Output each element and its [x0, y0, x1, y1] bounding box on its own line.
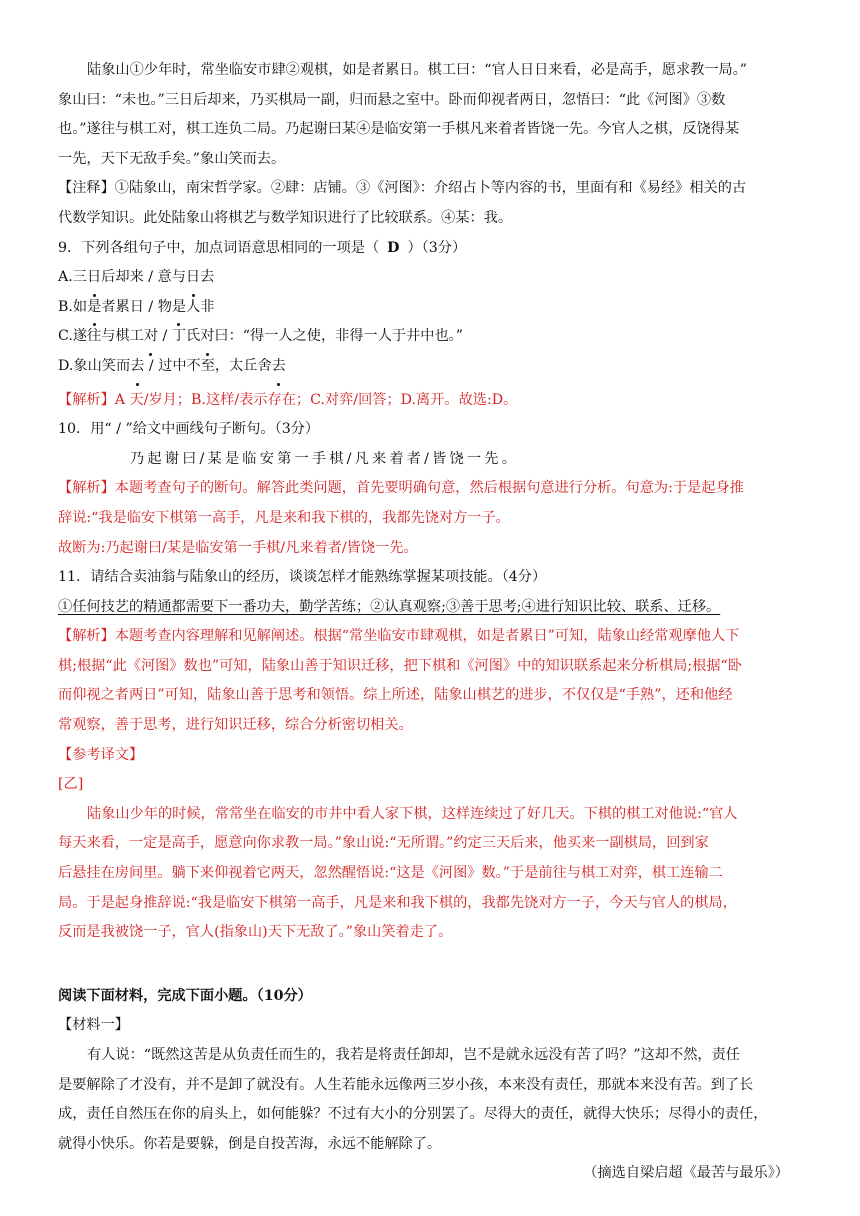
- material-one-line-3: 成，责任自然压在你的肩头上，如何能躲？不过有大小的分别罢了。尽得大的责任，就得大快乐；尽得小的责任，: [58, 1106, 768, 1123]
- notes-line-1: 【注释】①陆象山，南宋哲学家。②肆：店铺。③《河图》：介绍占卜等内容的书，里面有和《易经》相关的古: [58, 180, 747, 197]
- translation-line-1: 陆象山少年的时候，常常坐在临安的市井中看人家下棋，这样连续过了好几天。下棋的棋工对他说:“官人: [87, 805, 738, 822]
- question-11-analysis-3: 而仰视之者两日”可知，陆象山善于思考和领悟。综上所述，陆象山棋艺的进步，不仅仅是“手熟”，还和他经: [58, 687, 733, 704]
- option-d-text: D.象山笑而: [58, 357, 131, 374]
- reading-heading: 阅读下面材料，完成下面小题。（10分）: [58, 987, 312, 1004]
- question-9-stem: [58, 234, 803, 264]
- translation-line-4: 局。于是起身推辞说:“我是临安下棋第一高手，凡是来和我下棋的，我都先饶对方一子，今天与官人的棋局，: [58, 894, 737, 911]
- question-10-analysis-3: 故断为:乃起谢曰/某是临安第一手棋/凡来着者/皆饶一先。: [58, 539, 418, 556]
- question-9-stem-post: ）（3分）: [407, 239, 467, 256]
- passage-line-3: 也。”遂往与棋工对，棋工连负二局。乃起谢曰某④是临安第一手棋凡来着者皆饶一先。今官人之棋，反饶得某: [58, 121, 740, 138]
- question-9-answer: D: [387, 239, 400, 256]
- question-11-analysis-2: 棋;根据“此《河图》数也”可知，陆象山善于知识迁移，把下棋和《河图》中的知识联系起来分析棋局;根据“卧: [58, 657, 742, 674]
- option-b-text: 人非: [186, 298, 215, 315]
- question-9-option-c: [58, 322, 803, 352]
- option-d-text: / 过中不至，太丘舍: [144, 357, 272, 374]
- section-gap: [58, 948, 803, 982]
- option-a-text: 后却来 / 意与: [101, 269, 186, 286]
- question-10-stem: 10．用“ / ”给文中画线句子断句。（3分）: [58, 421, 320, 438]
- option-a-text: 去: [200, 269, 215, 286]
- option-a-text: A.三: [58, 269, 87, 286]
- translation-heading: 【参考译文】: [58, 746, 144, 763]
- option-c-text: / 丁氏: [158, 328, 201, 345]
- translation-line-2: 每天来看，一定是高手，愿意向你求教一局。”象山说:“无所谓。”约定三天后来，他买来一副棋局，回到家: [58, 835, 709, 852]
- option-c-text: C.遂往与棋工: [58, 328, 144, 345]
- translation-line-5: 反而是我被饶一子，官人(指象山)天下无敌了。”象山笑着走了。: [58, 924, 453, 941]
- material-one-line-4: 就得小快乐。你若是要躲，倒是自投苦海，永远不能解除了。: [58, 1135, 442, 1152]
- question-11-answer: ①任何技艺的精通都需要下一番功夫，勤学苦练；②认真观察;③善于思考;④进行知识比较、联系、迁移。: [58, 598, 721, 615]
- option-b-text: B.如: [58, 298, 88, 315]
- dotted-word: 去: [130, 352, 144, 382]
- passage-line-1: 陆象山①少年时，常坐临安市肆②观棋，如是者累日。棋工曰：“官人日日来看，必是高手，愿求教一局。”: [87, 62, 748, 78]
- question-10-analysis-2: 辞说:“我是临安下棋第一高手，凡是来和我下棋的，我都先饶对方一子。: [58, 509, 510, 526]
- dotted-word: 对: [200, 322, 214, 352]
- question-9-option-a: [58, 263, 803, 293]
- translation-subheading: [乙]: [58, 776, 84, 793]
- question-10-answer: 乃起谢曰/某是临安第一手棋/凡来着者/皆饶一先。: [130, 450, 520, 467]
- option-c-text: 曰：“得一人之使，非得一人于井中也。”: [214, 328, 464, 345]
- question-11-analysis-4: 常观察，善于思考，进行知识迁移，综合分析密切相关。: [58, 717, 413, 734]
- question-11-analysis-1: 【解析】本题考查内容理解和见解阐述。根据“常坐临安市肆观棋，如是者累日”可知，陆象山经常观摩他人下: [58, 628, 740, 645]
- notes-line-2: 代数学知识。此处陆象山将棋艺与数学知识进行了比较联系。④某：我。: [58, 209, 513, 226]
- dotted-word: 日: [186, 263, 200, 293]
- question-11-stem: 11．请结合卖油翁与陆象山的经历，谈谈怎样才能熟练掌握某项技能。（4分）: [58, 569, 547, 586]
- translation-line-3: 后悬挂在房间里。躺下来仰视着它两天，忽然醒悟说:“这是《河图》数。”于是前往与棋工对弈，棋工连输二: [58, 865, 723, 882]
- question-9-stem-pre: 9．下列各组句子中，加点词语意思相同的一项是（: [58, 239, 380, 256]
- question-10-analysis-1: 【解析】本题考查句子的断句。解答此类问题，首先要明确句意，然后根据句意进行分析。句意为:于是起身推: [58, 480, 744, 497]
- question-9-option-d: [58, 352, 803, 382]
- dotted-word: 去: [272, 352, 286, 382]
- passage-line-4: 一先，天下无敌手矣。”象山笑而去。: [58, 150, 286, 167]
- material-one-line-1: 有人说：“既然这苦是从负责任而生的，我若是将责任卸却，岂不是就永远没有苦了吗？”这却不然，责任: [87, 1047, 740, 1063]
- document-page: [58, 56, 803, 1189]
- material-one-line-2: 是要解除了才没有，并不是卸了就没有。人生若能永远像两三岁小孩，本来没有责任，那就本来没有苦。到了长: [58, 1076, 754, 1093]
- passage-line-2: 象山曰：“未也。”三日后却来，乃买棋局一副，归而悬之室中。卧而仰视者两日，忽悟曰：“此《河图》③数: [58, 91, 726, 108]
- question-9-option-b: [58, 293, 803, 323]
- dotted-word: 是: [172, 293, 186, 323]
- material-one-label: 【材料一】: [58, 1017, 129, 1034]
- material-one-source: （摘选自梁启超《最苦与最乐》）: [583, 1165, 789, 1182]
- dotted-word: 对: [144, 322, 158, 352]
- dotted-word: 日: [87, 263, 101, 293]
- dotted-word: 是: [87, 293, 101, 323]
- question-9-analysis: 【解析】A 天/岁月；B.这样/表示存在；C.对弈/回答；D.离开。故选:D。: [58, 391, 518, 408]
- option-b-text: 者累日 / 物: [101, 298, 172, 315]
